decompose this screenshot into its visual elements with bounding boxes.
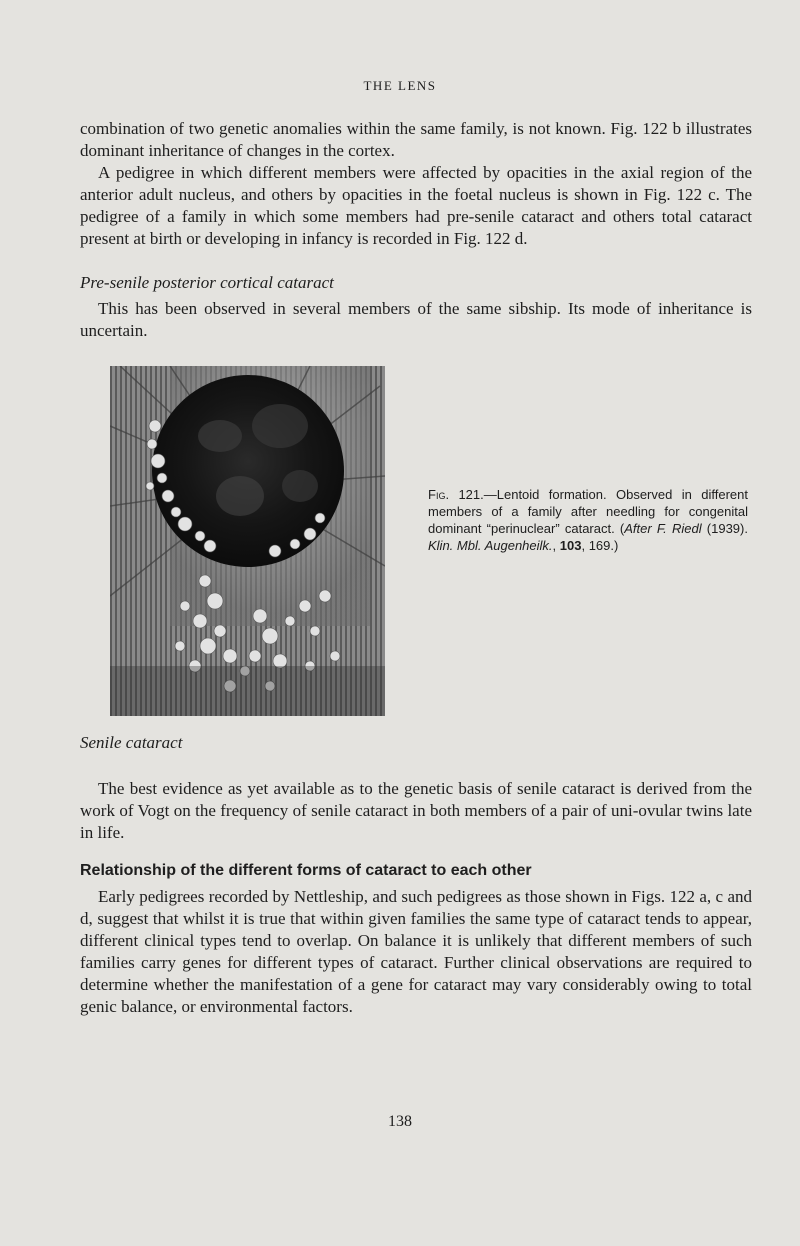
paragraph-1: combination of two genetic anomalies within the same family, is not known. Fig. 122 b illustrates dominant inheritance of changes in the cortex.: [80, 119, 752, 160]
section-heading-relationship: Relationship of the different forms of cataract to each other: [80, 862, 532, 879]
caption-text: —Lentoid formation. Observed in different members of a family after needling for congenital dominant “perinuclear” cataract. (: [428, 487, 748, 536]
lentoid-illustration: [110, 366, 385, 716]
figure-label: Fig. 121.: [428, 487, 484, 502]
paragraph-4: The best evidence as yet available as to the genetic basis of senile cataract is derived from the work of Vogt on the frequency of senile cataract in both members of a pair of uni-ovular twins late in life.: [80, 779, 752, 842]
paragraph-2: A pedigree in which different members were affected by opacities in the axial region of the anterior adult nucleus, and others by opacities in the foetal nucleus is shown in Fig. 122 c. The pedigree of a family in which some members had pre-senile cataract and others total cataract present at birth or developing in infancy is recorded in Fig. 122 d.: [80, 163, 752, 248]
figure-lentoid-photo: [110, 366, 385, 716]
figure-caption: [428, 486, 748, 554]
section-heading-senile: Senile cataract: [80, 733, 183, 752]
section-heading-presenile: Pre-senile posterior cortical cataract: [80, 273, 334, 292]
running-head: THE LENS: [363, 78, 437, 93]
caption-pages: , 169.): [581, 538, 619, 553]
caption-comma: ,: [552, 538, 560, 553]
caption-journal: Klin. Mbl. Augenheilk.: [428, 538, 553, 553]
paragraph-3: This has been observed in several members of the same sibship. Its mode of inheritance is uncertain.: [80, 299, 752, 340]
paragraph-5: Early pedigrees recorded by Nettleship, and such pedigrees as those shown in Figs. 122 a, c and d, suggest that whilst it is true that within given families the same type of cataract tends to appear, different clinical types tend to overlap. On balance it is unlikely that different members of such families carry genes for different types of cataract. Further clinical observations are required to determine whether the manifestation of a gene for cataract may vary considerably owing to total genic balance, or environmental factors.: [80, 887, 752, 1016]
page-number: 138: [388, 1113, 412, 1130]
caption-year: (1939).: [701, 521, 748, 536]
caption-author: After F. Riedl: [624, 521, 702, 536]
caption-volume: 103: [559, 538, 582, 553]
